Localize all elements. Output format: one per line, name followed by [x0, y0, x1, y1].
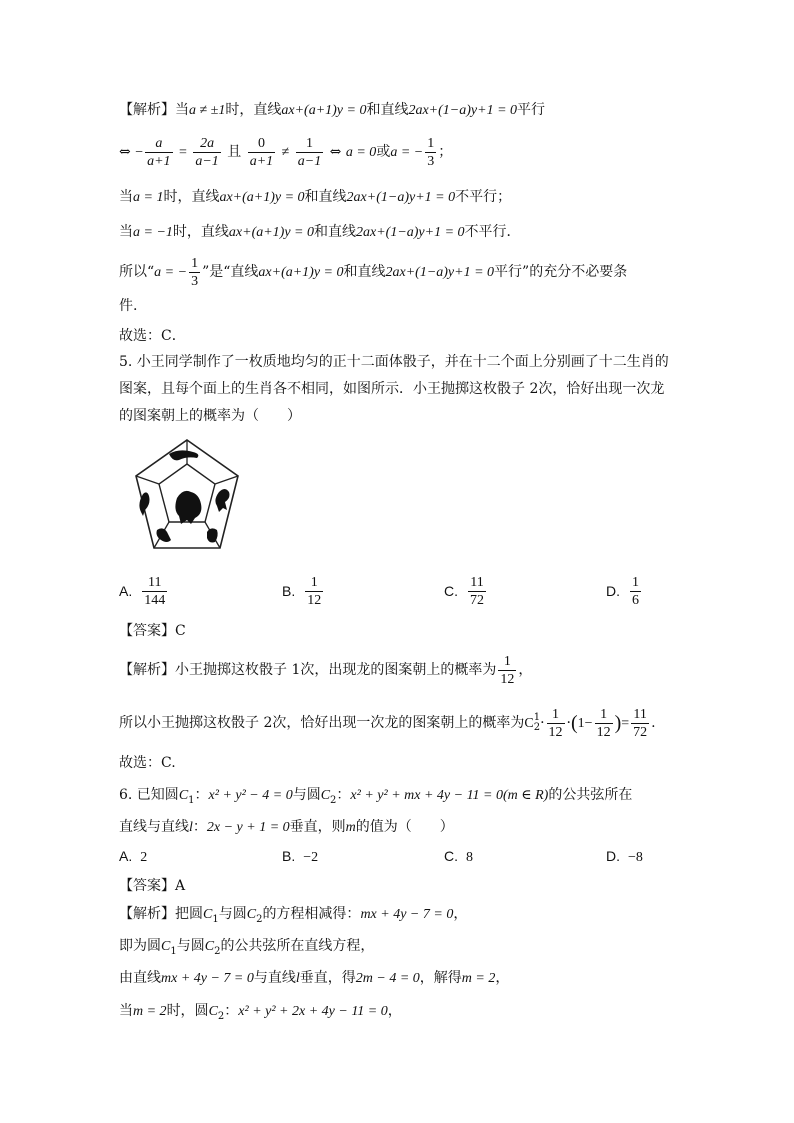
analysis-line-6: 件. [119, 298, 138, 314]
option-c[interactable]: C. 8 [444, 848, 473, 865]
option-d[interactable]: D. $\frac{1}{6}$ [606, 575, 639, 608]
solution-6-line-2: 即为圆$C_1$与圆$C_2$的公共弦所在直线方程， [119, 938, 375, 957]
final-choice-5: 故选：C. [119, 755, 176, 771]
fraction: $\frac{0}{a+1}$ [249, 135, 274, 169]
fraction: $\frac{1}{a-1}$ [297, 135, 322, 169]
analysis-line-3: 当a = 1时，直线ax+(a+1)y = 0和直线2ax+(1−a)y+1 = 0不平行； [119, 189, 512, 205]
question-5-line-2: 图案，且每个面上的生肖各不相同，如图所示．小王抛掷这枚骰子 2次，恰好出现一次龙 [119, 381, 665, 397]
option-a[interactable]: A. $\frac{11}{144}$ [119, 575, 166, 608]
answer-6: 【答案】A [119, 878, 186, 894]
analysis-line-5: 所以“a = − $\frac{1}{3}$ ”是“直线ax+(a+1)y = 0和直线2ax+(1−a)y+1 = 0平行”的充分不必要条 [119, 255, 628, 289]
fraction: $\frac{2a}{a-1}$ [195, 135, 219, 169]
answer-5: 【答案】C [119, 623, 186, 639]
fraction: $\frac{1}{3}$ [427, 135, 435, 169]
question-5-line-3: 的图案朝上的概率为（ ） [119, 408, 301, 424]
dice-icon [127, 436, 247, 556]
analysis-line-1: 【解析】当a ≠ ±1时，直线ax+(a+1)y = 0和直线2ax+(1−a)y+1 = 0平行 [119, 102, 546, 118]
fraction: $\frac{a}{a+1}$ [147, 135, 171, 169]
option-a[interactable]: A. 2 [119, 848, 148, 865]
analysis-line-2: ⇔ − $\frac{a}{a+1}$ = $\frac{2a}{a-1}$ 且 $\frac{0}{a+1}$ ≠ $\frac{1}{a-1}$ ⇔ a = 0或a = − $\frac{1}{3}$ ； [119, 135, 453, 169]
question-6-line-2: 直线与直线l：2x − y + 1 = 0垂直，则m的值为（ ） [119, 819, 454, 835]
solution-6-line-4: 当m = 2时，圆$C_2$：x² + y² + 2x + 4y − 11 = 0， [119, 1003, 402, 1022]
solution-5-line-1: 【解析】小王抛掷这枚骰子 1次，出现龙的图案朝上的概率为 $\frac{1}{12}$ ， [119, 653, 533, 687]
option-b[interactable]: B. $\frac{1}{12}$ [282, 575, 322, 608]
option-c[interactable]: C. $\frac{11}{72}$ [444, 575, 484, 608]
dodecahedron-dice-figure [127, 436, 247, 560]
question-5-line-1: 5. 小王同学制作了一枚质地均匀的正十二面体骰子，并在十二个面上分别画了十二生肖的 [119, 354, 669, 370]
option-d[interactable]: D. −8 [606, 848, 643, 865]
solution-6-line-3: 由直线mx + 4y − 7 = 0与直线l垂直，得2m − 4 = 0，解得m = 2， [119, 970, 510, 986]
analysis-line-4: 当a = −1时，直线ax+(a+1)y = 0和直线2ax+(1−a)y+1 = 0不平行． [119, 224, 521, 240]
question-6-line-1: 6. 已知圆$C_1$：x² + y² − 4 = 0与圆$C_2$：x² + y² + mx + 4y − 11 = 0(m ∈ R)的公共弦所在 [119, 787, 633, 806]
solution-6-line-1: 【解析】把圆$C_1$与圆$C_2$的方程相减得：mx + 4y − 7 = 0， [119, 906, 468, 925]
final-choice-prev: 故选：C． [119, 328, 186, 344]
option-b[interactable]: B. −2 [282, 848, 319, 865]
solution-5-line-2: 所以小王抛掷这枚骰子 2次，恰好出现一次龙的图案朝上的概率为C 1 2 · $\frac{1}{12}$ ·(1− $\frac{1}{12}$ )= $\frac{11}{72}$ . [119, 706, 656, 740]
fraction: $\frac{1}{3}$ [191, 255, 199, 289]
